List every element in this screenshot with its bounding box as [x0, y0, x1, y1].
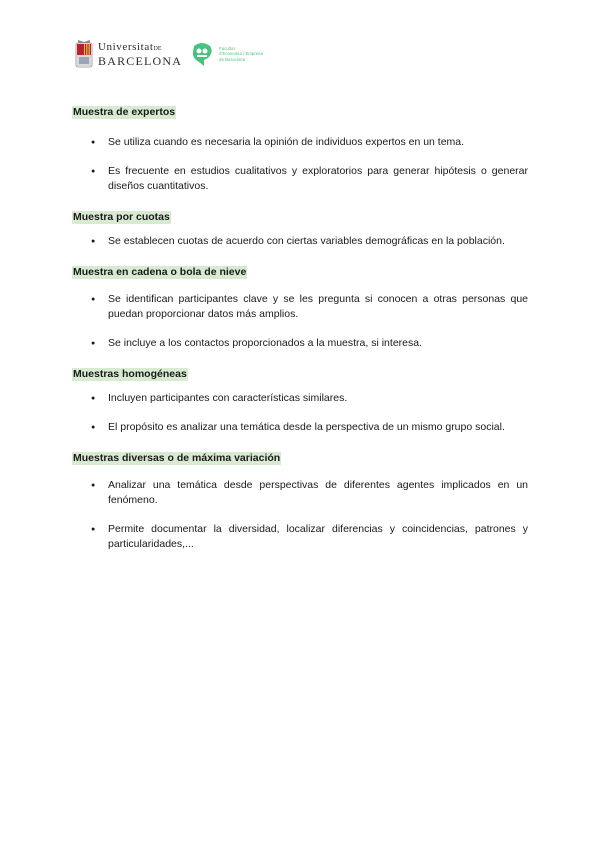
bullet-list — [72, 292, 528, 351]
bullet-list — [72, 135, 528, 194]
faculty-name — [219, 46, 263, 62]
list-item: ● Es frecuente en estudios cualitativos y exploratorios para generar hipótesis o generar diseños cuantitativos. — [72, 164, 528, 194]
university-name-line2: BARCELONA — [98, 54, 183, 68]
section-heading: Muestras homogéneas — [73, 368, 187, 380]
faculty-name-line2: d'Economia i Empresa — [219, 51, 263, 57]
section-heading: Muestra en cadena o bola de nieve — [73, 266, 247, 278]
university-name-line1: Universitat — [98, 41, 154, 53]
university-name-de: DE — [153, 46, 162, 52]
list-item: ● Se utiliza cuando es necesaria la opinión de individuos expertos en un tema. — [72, 135, 528, 150]
university-crest-icon — [75, 39, 93, 69]
list-item: ● Se establecen cuotas de acuerdo con ciertas variables demográficas en la población. — [72, 234, 528, 249]
list-item: ● Analizar una temática desde perspectivas de diferentes agentes implicados en un fenómeno. — [72, 478, 528, 508]
bullet-list — [72, 478, 528, 552]
section-muestras-homogeneas — [72, 364, 528, 435]
list-item: ● Se identifican participantes clave y se les pregunta si conocen a otras personas que puedan proporcionar datos más amplios. — [72, 292, 528, 322]
faculty-name-line1: Facultat — [219, 46, 235, 52]
section-heading: Muestra por cuotas — [73, 211, 170, 223]
document-body — [72, 100, 528, 552]
list-item: ● El propósito es analizar una temática desde la perspectiva de un mismo grupo social. — [72, 420, 528, 435]
section-muestra-cuotas — [72, 207, 528, 249]
section-heading: Muestra de expertos — [73, 106, 176, 118]
faculty-brand — [190, 40, 263, 68]
section-muestra-cadena — [72, 262, 528, 351]
page-header — [75, 36, 263, 72]
list-item: ● Se incluye a los contactos proporcionados a la muestra, si interesa. — [72, 336, 528, 351]
list-item: ● Incluyen participantes con características similares. — [72, 391, 528, 406]
list-item: ● Permite documentar la diversidad, localizar diferencias y coincidencias, patrones y particularidades,... — [72, 522, 528, 552]
faculty-logo-icon — [190, 40, 214, 68]
faculty-name-line3: de Barcelona — [219, 56, 246, 62]
university-name — [98, 41, 182, 67]
section-muestras-diversas — [72, 448, 528, 552]
section-muestra-expertos — [72, 102, 528, 194]
bullet-list — [72, 234, 528, 249]
bullet-list — [72, 391, 528, 435]
section-heading: Muestras diversas o de máxima variación — [73, 452, 281, 464]
